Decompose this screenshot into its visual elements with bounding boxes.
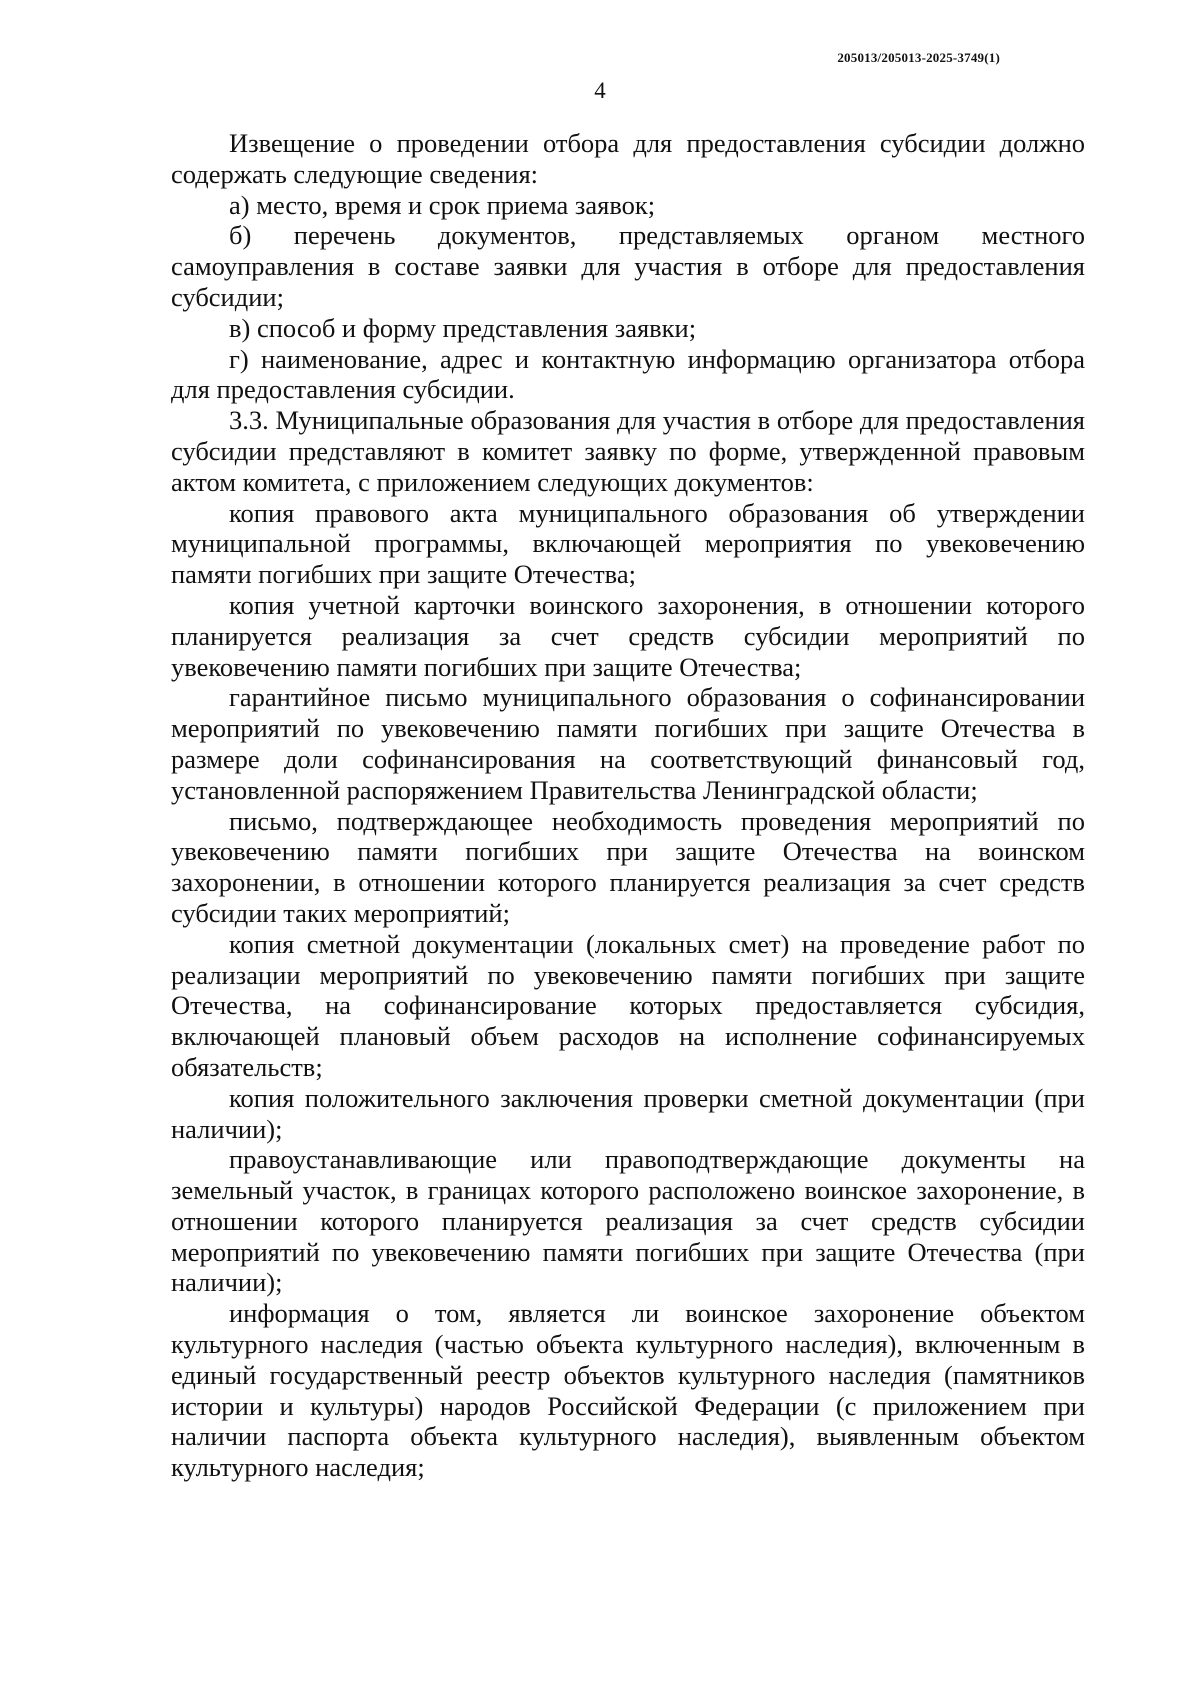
document-item-estimate-copy: копия сметной документации (локальных смет) на проведение работ по реализации мероприятий по увековечению памяти погибших при защите Отечества, на софинансирование которых предоставляется субсидия, включающей плановый объем расходов на исполнение софинансируемых обязательств; [171, 928, 1085, 1082]
list-item-g: г) наименование, адрес и контактную информацию организатора отбора для предоставления субсидии. [171, 343, 1085, 405]
page-number: 4 [594, 78, 606, 103]
document-body [171, 128, 1085, 1483]
document-item-necessity-letter: письмо, подтверждающее необходимость проведения мероприятий по увековечению памяти погибших при защите Отечества на воинском захоронении, в отношении которого планируется реализация за счет средств субсидии таких мероприятий; [171, 805, 1085, 928]
document-item-legal-act: копия правового акта муниципального образования об утверждении муниципальной программы, включающей мероприятия по увековечению памяти погибших при защите Отечества; [171, 497, 1085, 590]
document-item-land-documents: правоустанавливающие или правоподтверждающие документы на земельный участок, в границах которого расположено воинское захоронение, в отношении которого планируется реализация за счет средств субсидии мероприятий по увековечению памяти погибших при защите Отечества (при наличии); [171, 1144, 1085, 1298]
paragraph-notice-intro: Извещение о проведении отбора для предоставления субсидии должно содержать следующие сведения: [171, 128, 1085, 189]
document-item-heritage-info: информация о том, является ли воинское захоронение объектом культурного наследия (частью объекта культурного наследия), включенным в единый государственный реестр объектов культурного наследия (памятников истории и культуры) народов Российской Федерации (с приложением при наличии паспорта объекта культурного наследия), выявленным объектом культурного наследия; [171, 1298, 1085, 1483]
list-item-v: в) способ и форму представления заявки; [229, 312, 697, 343]
document-item-registration-card: копия учетной карточки воинского захоронения, в отношении которого планируется реализация за счет средств субсидии мероприятий по увековечению памяти погибших при защите Отечества; [171, 589, 1085, 682]
document-registration-number: 205013/205013-2025-3749(1) [837, 50, 1000, 65]
list-item-a: а) место, время и срок приема заявок; [229, 189, 656, 220]
document-item-estimate-review: копия положительного заключения проверки сметной документации (при наличии); [171, 1082, 1085, 1144]
list-item-b: б) перечень документов, представляемых органом местного самоуправления в составе заявки для участия в отборе для предоставления субсидии; [171, 220, 1085, 312]
paragraph-3-3: 3.3. Муниципальные образования для участия в отборе для предоставления субсидии представляют в комитет заявку по форме, утвержденной правовым актом комитета, с приложением следующих документов: [171, 405, 1085, 497]
document-item-guarantee-letter: гарантийное письмо муниципального образования о софинансировании мероприятий по увековечению памяти погибших при защите Отечества в размере доли софинансирования на соответствующий финансовый год, установленной распоряжением Правительства Ленинградской области; [171, 682, 1085, 805]
